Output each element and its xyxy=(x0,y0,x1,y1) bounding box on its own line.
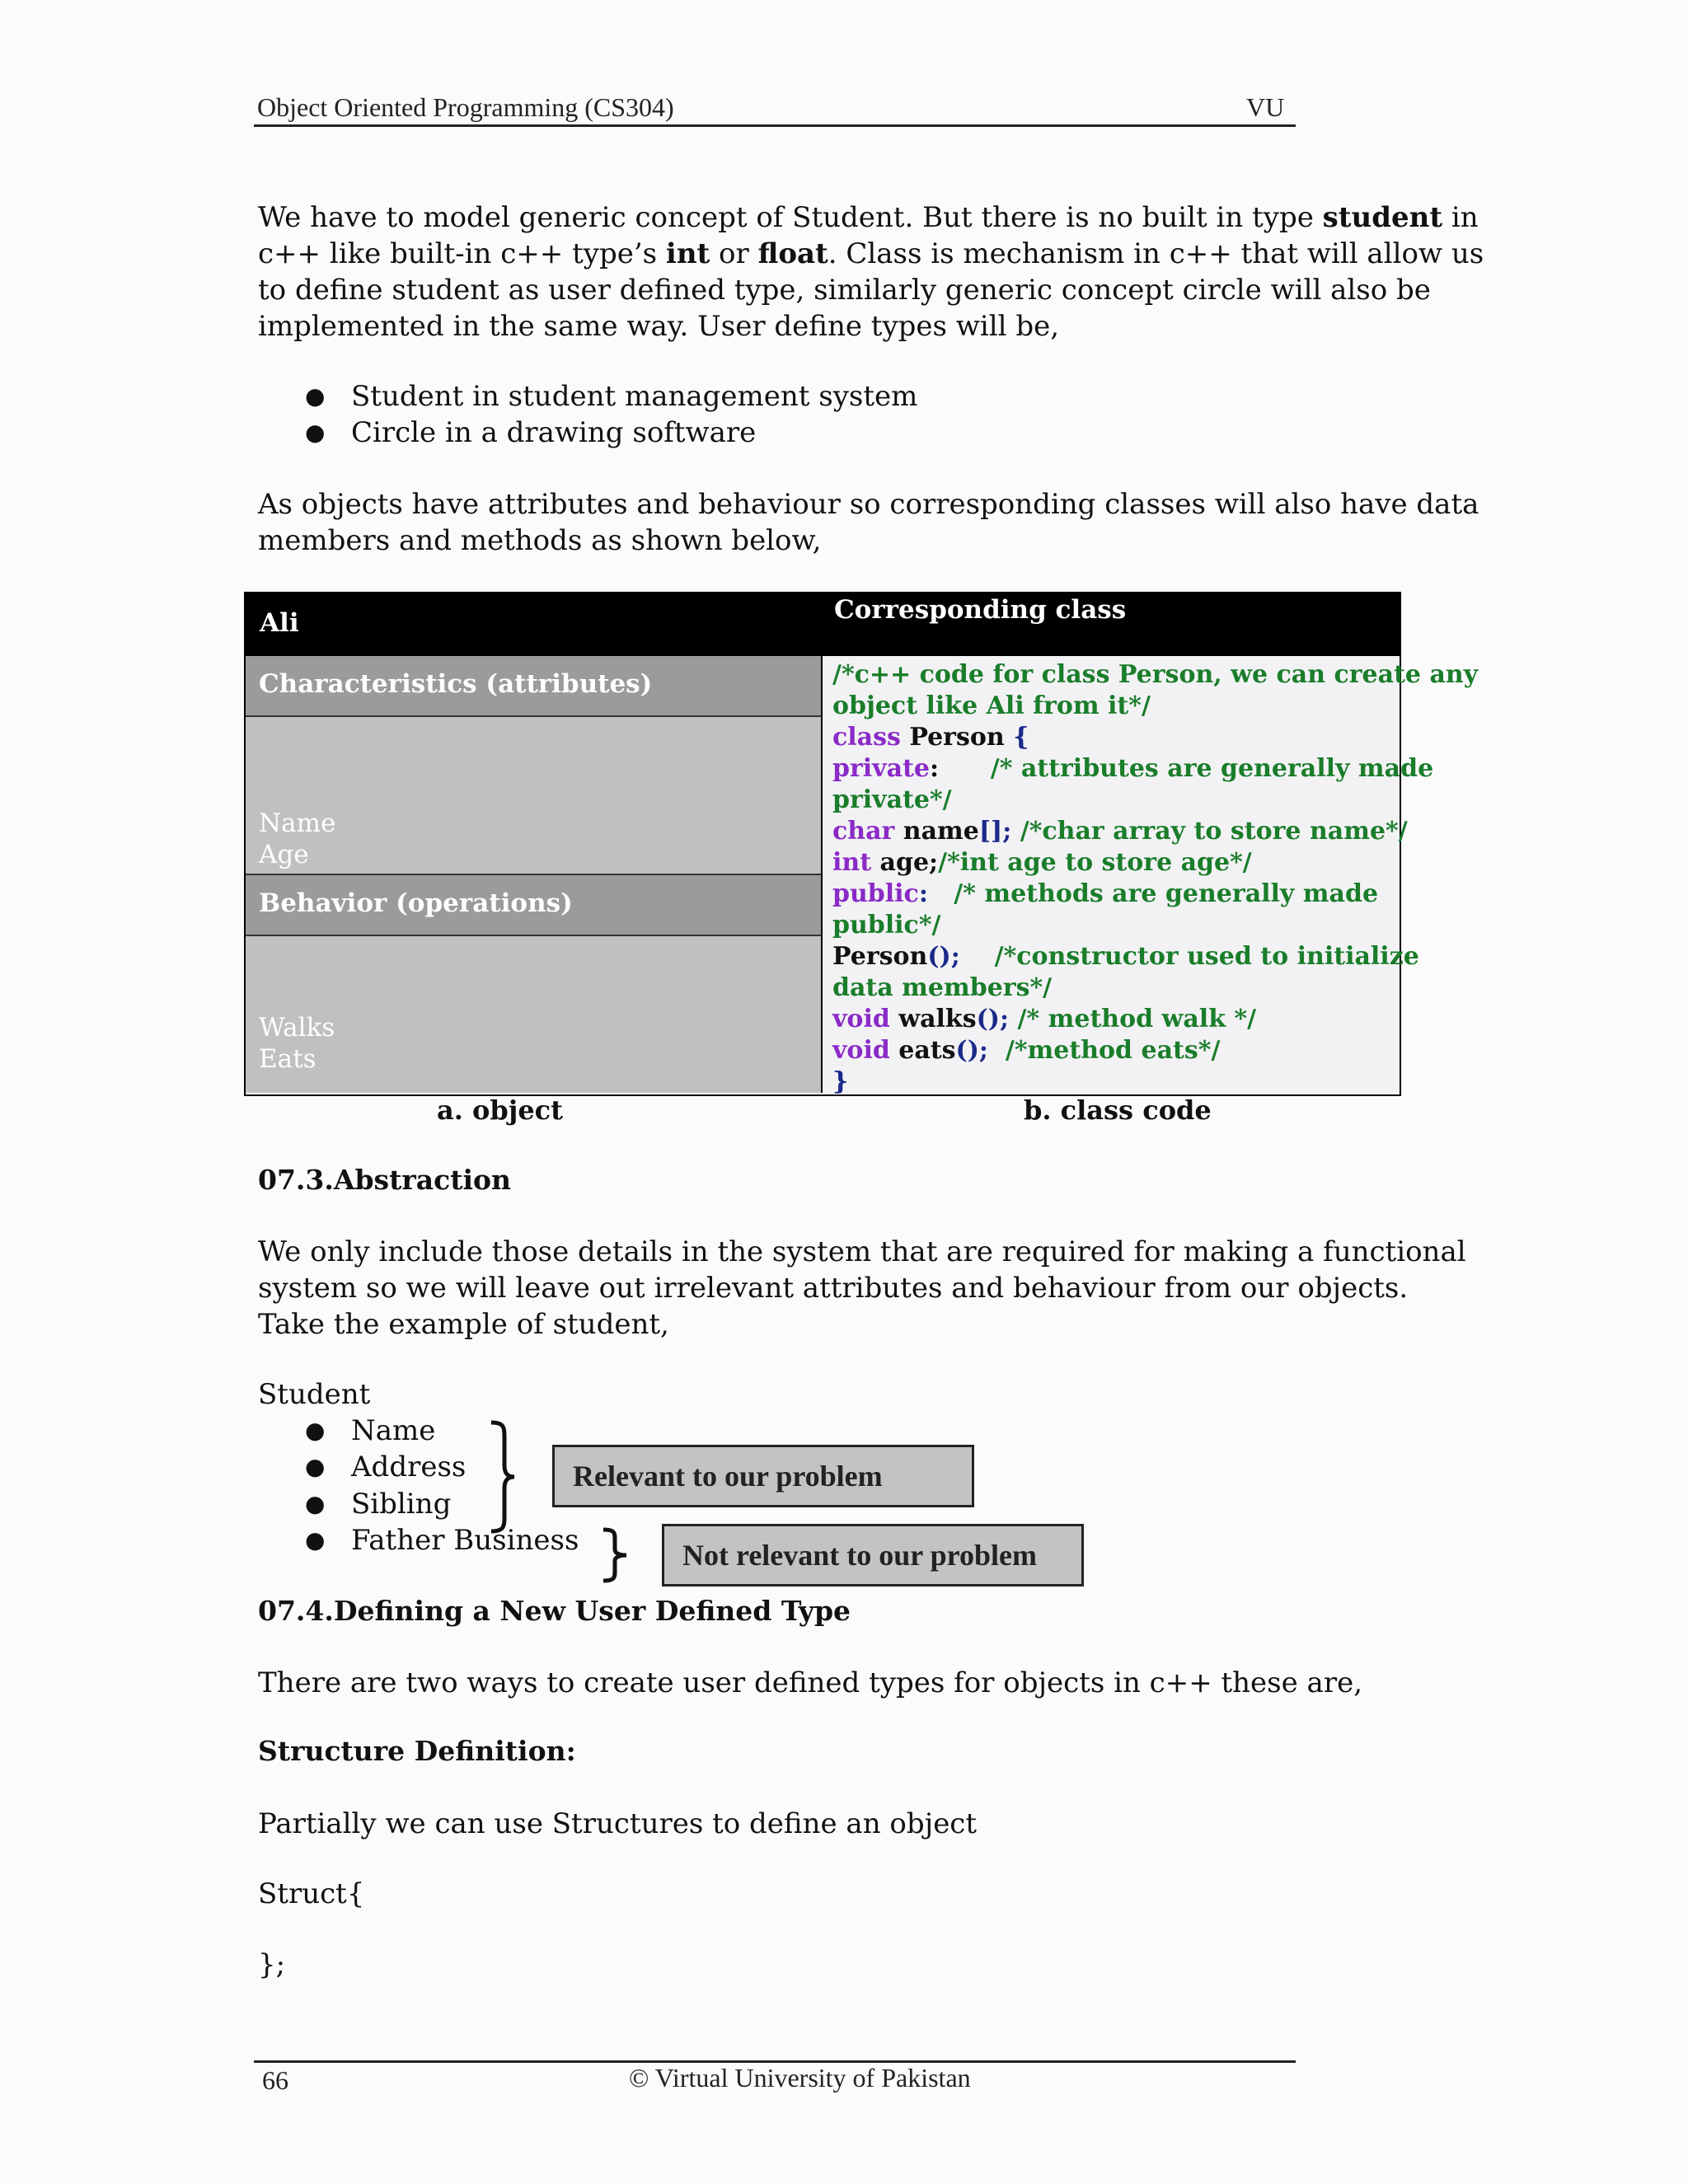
code-punct: []; xyxy=(978,817,1012,846)
footer-copyright: © Virtual University of Pakistan xyxy=(629,2063,971,2093)
table-header-object xyxy=(246,593,809,656)
para-line: As objects have attributes and behaviour so corresponding classes will also have data xyxy=(258,488,1479,521)
para-line: system so we will leave out irrelevant attributes and behaviour from our objects. xyxy=(258,1272,1409,1305)
intro-text: We have to model generic concept of Student. But there is no built in type xyxy=(258,201,1323,234)
types-list xyxy=(305,378,1129,452)
intro-text: or xyxy=(710,237,758,270)
list-item-text: Student in student management system xyxy=(351,380,918,413)
code-comment: /* method walk */ xyxy=(1009,1005,1257,1033)
paragraph-attributes xyxy=(258,486,1479,559)
list-item-text: Sibling xyxy=(351,1488,452,1521)
list-item xyxy=(305,378,1129,415)
list-item xyxy=(305,415,1129,451)
para-line: We only include those details in the system that are required for making a functional xyxy=(258,1235,1466,1268)
relevant-brace-icon xyxy=(486,1419,519,1535)
code-punct: (); xyxy=(955,1036,989,1065)
intro-bold-int: int xyxy=(665,237,710,270)
bullet-icon: ● xyxy=(305,1526,326,1554)
intro-bold-float: float xyxy=(757,237,828,270)
class-header-label: Corresponding class xyxy=(834,595,1127,625)
caption-object: a. object xyxy=(437,1094,563,1126)
abstraction-paragraph xyxy=(258,1234,1466,1343)
code-comment: /* attributes are generally made xyxy=(939,754,1434,783)
code-identifier: eats xyxy=(889,1036,956,1065)
attribute-age: Age xyxy=(259,840,309,869)
behaviors-cell xyxy=(246,936,821,1093)
bullet-icon: ● xyxy=(305,1417,326,1444)
section-title-abstraction: 07.3.Abstraction xyxy=(258,1164,512,1196)
code-comment: /*method eats*/ xyxy=(988,1036,1221,1065)
code-punct: (); xyxy=(976,1005,1010,1033)
header-vu: VU xyxy=(1246,92,1285,122)
attributes-header xyxy=(246,656,821,717)
code-identifier: age xyxy=(871,848,930,877)
list-item-text: Circle in a drawing software xyxy=(351,416,757,449)
attributes-cell xyxy=(246,717,821,875)
structure-definition-title: Structure Definition: xyxy=(258,1735,576,1767)
behavior-walks: Walks xyxy=(259,1013,335,1043)
list-item-text: Address xyxy=(351,1451,467,1483)
code-punct: ; xyxy=(929,848,939,877)
code-comment: object like Ali from it*/ xyxy=(832,691,1151,720)
code-comment: /*int age to store age*/ xyxy=(938,848,1252,877)
caption-class-code: b. class code xyxy=(1024,1094,1212,1126)
code-punct: : xyxy=(918,879,928,908)
object-name: Ali xyxy=(260,608,299,638)
structure-paragraph: Partially we can use Structures to define an object xyxy=(258,1807,978,1840)
code-line-int xyxy=(832,847,1478,879)
code-comment: /*c++ code for class Person, we can create any xyxy=(832,660,1479,689)
code-keyword: private xyxy=(832,754,930,783)
attribute-name: Name xyxy=(259,808,336,838)
page-number: 66 xyxy=(262,2065,288,2095)
not-relevant-box xyxy=(662,1524,1084,1586)
header-divider xyxy=(809,593,821,656)
struct-code-open: Struct{ xyxy=(258,1877,365,1910)
bullet-icon: ● xyxy=(305,382,326,410)
behavior-eats: Eats xyxy=(259,1044,316,1074)
code-line-class xyxy=(832,722,1478,753)
header-title: Object Oriented Programming (CS304) xyxy=(257,92,674,122)
code-comment: /*char array to store name*/ xyxy=(1011,817,1408,846)
header-rule xyxy=(254,124,1296,127)
intro-bold-student: student xyxy=(1322,201,1443,234)
intro-line: implemented in the same way. User define types will be, xyxy=(258,310,1060,343)
code-identifier: walks xyxy=(889,1005,977,1033)
attributes-header-label: Characteristics (attributes) xyxy=(259,669,653,699)
code-punct: } xyxy=(832,1067,849,1096)
section-title-udt: 07.4.Defining a New User Defined Type xyxy=(258,1595,851,1627)
list-item xyxy=(305,1413,635,1449)
code-comment: /* methods are generally made xyxy=(927,879,1379,908)
bullet-icon: ● xyxy=(305,1453,326,1480)
bullet-icon: ● xyxy=(305,419,326,446)
code-punct: (); xyxy=(927,942,960,971)
intro-paragraph xyxy=(258,199,1484,344)
bullet-icon: ● xyxy=(305,1490,326,1517)
code-comment: data members*/ xyxy=(832,973,1053,1002)
intro-text: c++ like built-in c++ type’s xyxy=(258,237,666,270)
para-line: members and methods as shown below, xyxy=(258,524,822,557)
not-relevant-brace-icon xyxy=(598,1526,636,1584)
intro-text: . Class is mechanism in c++ that will allow us xyxy=(828,237,1484,270)
code-line-eats xyxy=(832,1035,1478,1066)
class-code xyxy=(823,656,1479,1096)
relevant-label: Relevant to our problem xyxy=(573,1460,883,1493)
code-keyword: char xyxy=(832,817,895,846)
student-label: Student xyxy=(258,1378,371,1411)
code-punct: : xyxy=(930,754,940,783)
code-line-walks xyxy=(832,1004,1478,1035)
intro-line: to define student as user defined type, similarly generic concept circle will also be xyxy=(258,274,1431,307)
code-keyword: class xyxy=(832,723,901,752)
relevant-box xyxy=(552,1445,974,1507)
code-keyword: void xyxy=(832,1036,890,1065)
list-item-text: Name xyxy=(351,1414,436,1447)
code-comment: /*constructor used to initialize xyxy=(959,942,1419,971)
code-line-char xyxy=(832,816,1478,847)
para-line: Take the example of student, xyxy=(258,1308,669,1341)
code-keyword: void xyxy=(832,1005,890,1033)
code-keyword: public xyxy=(832,879,919,908)
code-identifier: Person xyxy=(900,723,1014,752)
list-item xyxy=(305,1522,635,1558)
object-class-table xyxy=(244,592,1479,1096)
table-header-class xyxy=(821,593,1400,656)
code-punct: { xyxy=(1013,723,1029,752)
not-relevant-label: Not relevant to our problem xyxy=(682,1539,1037,1572)
code-keyword: int xyxy=(832,848,872,877)
code-line-constructor xyxy=(832,941,1478,972)
udt-paragraph: There are two ways to create user defined types for objects in c++ these are, xyxy=(258,1666,1363,1699)
behavior-header xyxy=(246,875,821,936)
code-identifier: name xyxy=(894,817,979,846)
code-comment: public*/ xyxy=(832,911,941,940)
code-comment: private*/ xyxy=(832,785,952,814)
behavior-header-label: Behavior (operations) xyxy=(259,888,573,918)
code-line-public xyxy=(832,879,1478,910)
code-line-private xyxy=(832,753,1478,785)
struct-code-close: }; xyxy=(258,1948,286,1981)
intro-text: in xyxy=(1442,201,1479,234)
list-item-text: Father Business xyxy=(351,1524,579,1557)
code-identifier: Person xyxy=(832,942,928,971)
